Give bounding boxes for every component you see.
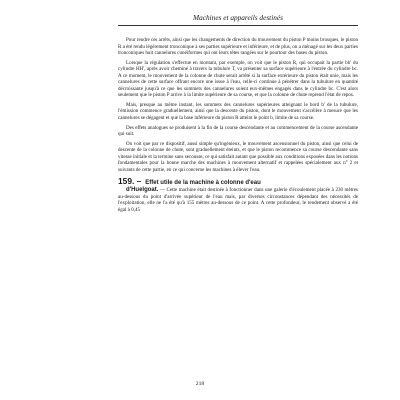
paragraph-4: Des effets analogues se produisent à la fin de la course descendante et au commencement de la course ascendante qui suit. [118, 124, 358, 138]
section-heading [118, 177, 358, 187]
body-text [118, 37, 358, 217]
page-number: 218 [195, 381, 205, 387]
section-title: Effet utile de la machine à colonne d'eau [145, 180, 261, 187]
section-number: 159. – [118, 176, 142, 187]
paragraph-2: Lorsque la régulation s'effectue en montant, par exemple, on voit que le piston R, qui occupait la partie bb' du cylindre HH', après avoir cheminé à travers la tubulure T, va présenter sa surface supérieure à l'entrée du cylindre bc. A ce moment, le mouvement de la colonne de chute serait arrêté si la surface extérieure du piston était unie, mais les cannelures de cette surface offrant encore une issue à l'eau, celle-ci continue à pénétrer dans la tubulure en quantité décroissante jusqu'à ce que les sommets des cannelures soient eux-mêmes engagés dans le cylindre bc. C'est alors seulement que le piston P arrive à la limite supérieure de sa course, et que la colonne de chute reprend l'état de repos. [118, 59, 358, 99]
paragraph-5: On voit que par ce dispositif, aussi simple qu'ingénieux, le mouvement ascensionnel du piston, ainsi que celui de descente de la colonne de chute, sont graduellement éteints, et que le piston recommence sa course descendante sans vitesse initiale et la termine sans secousse, ce qui satisfait autant que possible aux conditions exposées dans les notions fondamentales pour la bonne marche des machines à mouvement alternatif et rappelées spécialement aux n° 2 et suivants de cette partie, en ce qui concerne les machines à élever l'eau. [118, 140, 358, 173]
section-body-text: — Cette machine était destinée à fonctionner dans une galerie d'écoulement placée à 230 mètres au-dessous du point d'arrivée supérieur de l'eau mais, par diverses circonstances dépendant des nécessités de l'exploitation, elle ne l'a été qu'à 155 mètres au-dessous de ce point. A cette profondeur, le rendement observé a été égal à 0,45 [118, 187, 358, 214]
section-body [118, 187, 358, 213]
section-title-continued: d'Huelgoat. [126, 187, 159, 194]
header-title: Machines et appareils destinés [193, 13, 283, 22]
running-header [118, 13, 358, 29]
paragraph-3: Mais, presque au même instant, les sommets des cannelures supérieures atteignant le bord b' de la tubulure, l'émission commence graduellement, ainsi que la descente du piston, dont le mouvement s'accélère à mesure que les cannelures se dégagent et que la base inférieure du piston R atteint le point b, limite de sa course. [118, 101, 358, 122]
header-rule [118, 25, 358, 26]
paragraph-1: Pour rendre ces arrêts, ainsi que les changements de direction du mouvement du piston P moins brusques, le piston R a été rendu légèrement tronconique à ses parties supérieure et inférieure, et de plus, on a ménagé sur les deux parties tronconiques huit cannelures cunéiformes qui ont leurs têtes rangées sur le pourtour des bases du piston. [118, 37, 358, 57]
